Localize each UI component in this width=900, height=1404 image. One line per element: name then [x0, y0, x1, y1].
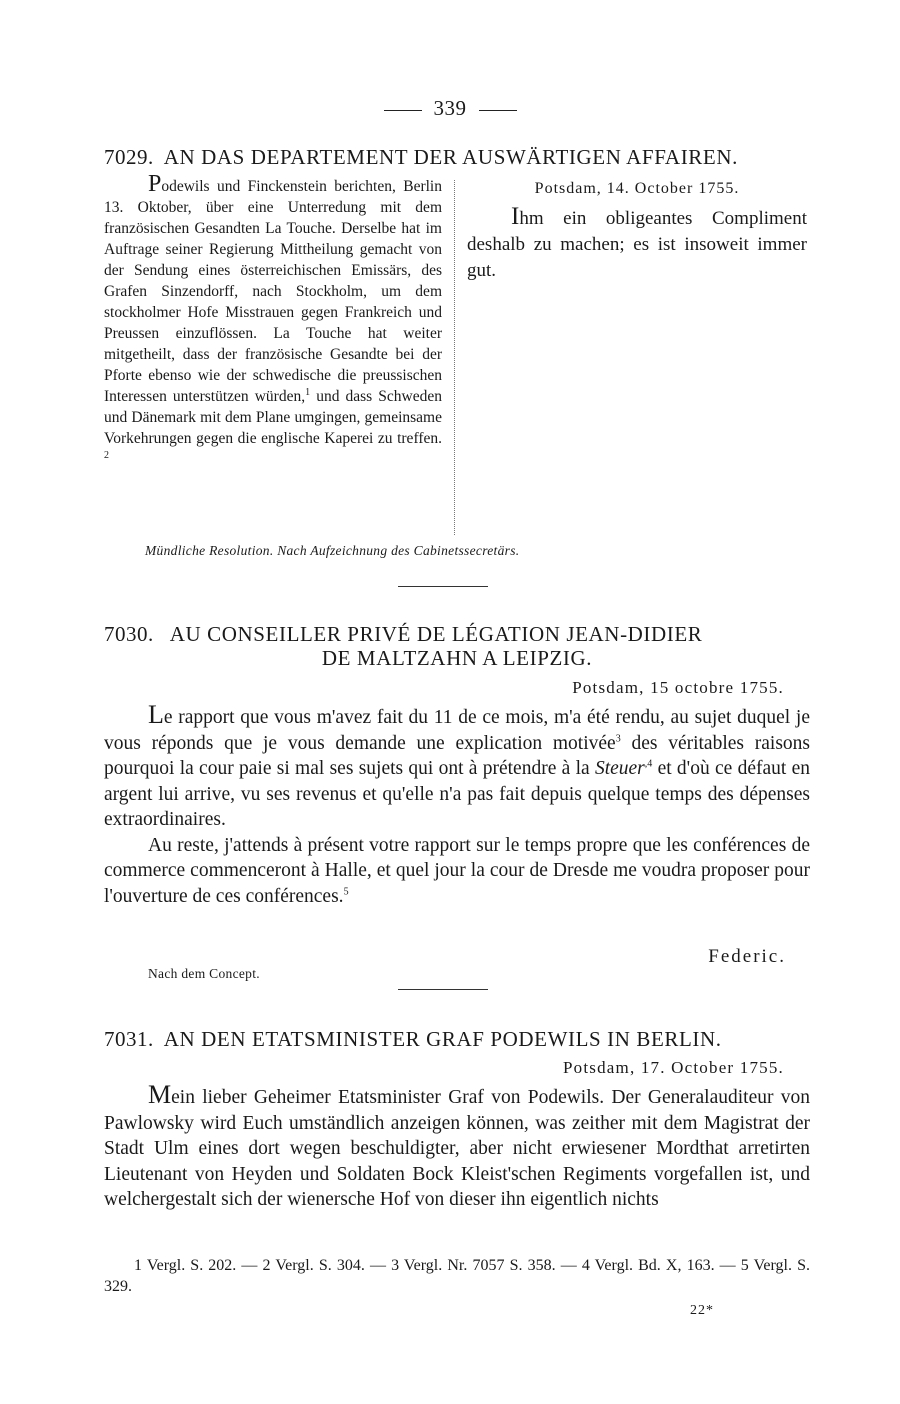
letter-number-7031: 7031. — [104, 1027, 154, 1051]
heading-7030 — [104, 622, 810, 646]
page-number-dash-left — [384, 110, 422, 111]
footnotes — [104, 1255, 810, 1297]
column-divider — [454, 180, 455, 535]
dateline-7031: Potsdam, 17. October 1755. — [562, 1058, 784, 1077]
heading-7031 — [104, 1027, 810, 1051]
heading-text-7031: AN DEN ETATSMINISTER GRAF PODEWILS IN BERLIN. — [163, 1027, 722, 1051]
letter-body-7031 — [104, 1082, 810, 1213]
heading-text-7030-line1: AU CONSEILLER PRIVÉ DE LÉGATION JEAN-DIDIER — [169, 622, 703, 646]
letter-number-7030: 7030. — [104, 622, 154, 646]
footnote-ref-4: ,4 — [644, 758, 653, 770]
summary-paragraph-7029: Podewils und Finckenstein berichten, Berlin 13. Oktober, über eine Unterredung mit dem französischen Gesandten La Touche. Derselbe hat im Auftrage seiner Regierung Mittheilung gemacht von der Sendung eines österreichischen Emissärs, des Grafen Sinzendorff, nach Stockholm, um dem stockholmer Hofe Misstrauen gegen Frankreich und Preussen einzuflössen. La Touche hat weiter mitgetheilt, dass der französische Gesandte bei der Pforte ebenso wie der schwedische die preussischen Interessen unterstützen würden,$^1$ und dass Schweden und Dänemark mit dem Plane umgingen, gemeinsame Vorkehrungen gegen die englische Kaperei zu treffen. $^2$ — [104, 171, 442, 461]
page-number-dash-right — [479, 110, 517, 111]
heading-text-7029: AN DAS DEPARTEMENT DER AUSWÄRTIGEN AFFAIREN. — [163, 145, 738, 169]
resolution-column-7029 — [467, 176, 807, 284]
dateline-7030: Potsdam, 15 octobre 1755. — [572, 678, 784, 697]
letter-body-7030 — [104, 702, 810, 909]
source-note-7029: Mündliche Resolution. Nach Aufzeichnung des Cabinetssecretärs. — [145, 543, 520, 558]
steuer-term: Steuer — [594, 758, 645, 779]
footnote-ref-1: 1 — [305, 386, 311, 398]
signature-mark: 22* — [690, 1303, 714, 1318]
paragraph-7031-1: Mein lieber Geheimer Etatsminister Graf von Podewils. Der Generalauditeur von Pawlowsky wird Euch umständlich anzeigen können, was zeither mit dem Magistrat der Stadt Ulm eines dort wegen beschuldigter, aber nicht erwiesener Mordthat arretirten Lieutenant von Heyden und Soldaten Bock Kleist'schen Regiments vorgefallen ist, und welchergestalt sich der wienersche Hof von dieser ihn eigentlich nichts — [104, 1080, 810, 1210]
resolution-text-7029: Ihm ein obligeantes Compliment deshalb zu machen; es ist insoweit immer gut. — [467, 203, 807, 281]
source-note-7030: Nach dem Concept. — [148, 966, 260, 981]
footnote-ref-3: 3 — [615, 733, 621, 744]
footnotes-text: 1 Vergl. S. 202. — 2 Vergl. S. 304. — 3 Vergl. Nr. 7057 S. 358. — 4 Vergl. Bd. X, 163. — 5 Vergl. S. 329. — [104, 1257, 810, 1295]
heading-7029 — [104, 145, 810, 169]
dateline-7029: Potsdam, 14. October 1755. — [534, 180, 740, 197]
paragraph-7030-2: Au reste, j'attends à présent votre rapport sur le temps propre que les conférences de commerce commenceront à Halle, et quel jour la cour de Dresde me voudra proposer pour l'ouverture de ces conférences.$^5$ — [104, 834, 810, 907]
section-rule-1 — [398, 586, 488, 587]
footnote-ref-2: 2 — [104, 449, 109, 461]
section-rule-2 — [398, 989, 488, 990]
summary-column-7029 — [104, 171, 442, 470]
footnote-ref-5: 5 — [343, 886, 349, 897]
letter-number-7029: 7029. — [104, 145, 154, 169]
heading-7030-line2: DE MALTZAHN A LEIPZIG. — [321, 646, 593, 670]
paragraph-7030-1: Le rapport que vous m'avez fait du 11 de ce mois, m'a été rendu, au sujet duquel je vous réponds que je vous demande une explication motivée$^3$ des véritables raisons pourquoi la cour paie si mal ses sujets qui ont à prétendre à la Steuer$^{,4}$ et d'où ce défaut en argent lui arrive, vu ses revenus et qu'elle n'a pas fait depuis quelque temps des dépenses extraordinaires. — [104, 700, 810, 830]
page-number: 339 — [0, 96, 900, 121]
signature-7030: Federic. — [708, 946, 786, 967]
